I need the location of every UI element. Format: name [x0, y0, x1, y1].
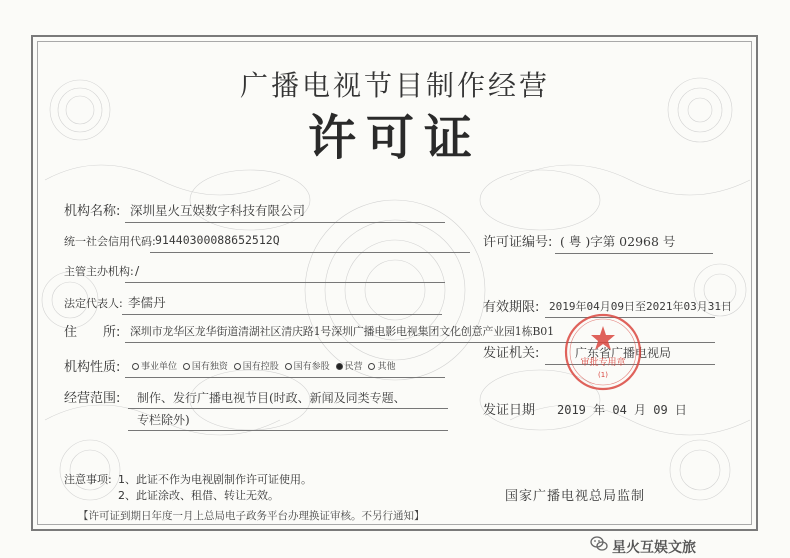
license-no-label: 许可证编号:	[483, 235, 553, 250]
certificate-subtitle: 许可证	[307, 110, 482, 166]
radio-icon	[183, 363, 190, 370]
nature-option-state-share: 国有参股	[285, 363, 330, 372]
nature-label: 机构性质:	[64, 360, 121, 375]
issue-date-value: 2019 年 04 月 09 日	[557, 403, 687, 417]
watermark-text: 星火互娱文旅	[612, 540, 696, 556]
nature-option-state-controlled: 国有控股	[234, 363, 279, 372]
footer-notice: 【许可证到期日年度一月上总局电子政务平台办理换证审核。不另行通知】	[78, 510, 425, 522]
address-label: 住 所:	[64, 325, 121, 340]
credit-code-rule	[150, 252, 470, 253]
radio-icon	[132, 363, 139, 370]
org-name-value: 深圳星火互娱数字科技有限公司	[130, 203, 306, 218]
issue-date-label: 发证日期	[483, 403, 536, 418]
stamp-number: (1)	[598, 371, 608, 379]
validity-label: 有效期限:	[483, 300, 540, 315]
official-seal-icon	[563, 312, 643, 392]
supervisor-rule	[125, 282, 445, 283]
authority-text: 国家广播电视总局监制	[505, 489, 646, 504]
legal-rep-rule	[122, 314, 442, 315]
issuer-value: 广东省广播电视局	[575, 346, 672, 360]
radio-icon	[234, 363, 241, 370]
radio-icon	[368, 363, 375, 370]
nature-rule	[125, 377, 445, 378]
credit-code-value: 91440300088652512Q	[155, 233, 280, 247]
legal-rep-value: 李儒丹	[128, 295, 166, 310]
org-name-rule	[125, 222, 445, 223]
note-1: 1、此证不作为电视剧制作许可证使用。	[118, 473, 312, 486]
legal-rep-label: 法定代表人:	[64, 297, 123, 310]
notes-label: 注意事项:	[64, 473, 112, 486]
nature-option-public: 事业单位	[132, 363, 177, 372]
wechat-icon	[590, 535, 608, 553]
nature-option-other: 其他	[368, 363, 395, 372]
issuer-label: 发证机关:	[483, 346, 540, 361]
org-name-label: 机构名称:	[64, 204, 121, 219]
address-value: 深圳市龙华区龙华街道清湖社区清庆路1号深圳广播电影电视集团文化创意产业园1栋B01	[130, 325, 554, 338]
scope-value-line2: 专栏除外)	[137, 413, 190, 427]
credit-code-label: 统一社会信用代码:	[64, 235, 156, 248]
scope-label: 经营范围:	[64, 391, 121, 406]
supervisor-label: 主管主办机构:	[64, 265, 134, 278]
certificate-title: 广播电视节目制作经营	[239, 69, 550, 102]
scope-rule-1	[128, 408, 448, 409]
note-2: 2、此证涂改、租借、转让无效。	[118, 489, 279, 502]
validity-value: 2019年04月09日至2021年03月31日	[549, 300, 732, 313]
nature-option-state-owned: 国有独资	[183, 363, 228, 372]
radio-selected-icon	[336, 363, 343, 370]
nature-option-private: 民营	[336, 363, 363, 372]
radio-icon	[285, 363, 292, 370]
scope-value-line1: 制作、发行广播电视节目(时政、新闻及同类专题、	[137, 391, 406, 405]
nature-options	[132, 363, 398, 372]
stamp-text: 审批专用章	[580, 358, 626, 368]
license-no-rule	[555, 253, 713, 254]
supervisor-value: /	[135, 263, 140, 278]
license-no-value: ( 粤 )字第 02968 号	[560, 234, 676, 249]
scope-rule-2	[128, 430, 448, 431]
